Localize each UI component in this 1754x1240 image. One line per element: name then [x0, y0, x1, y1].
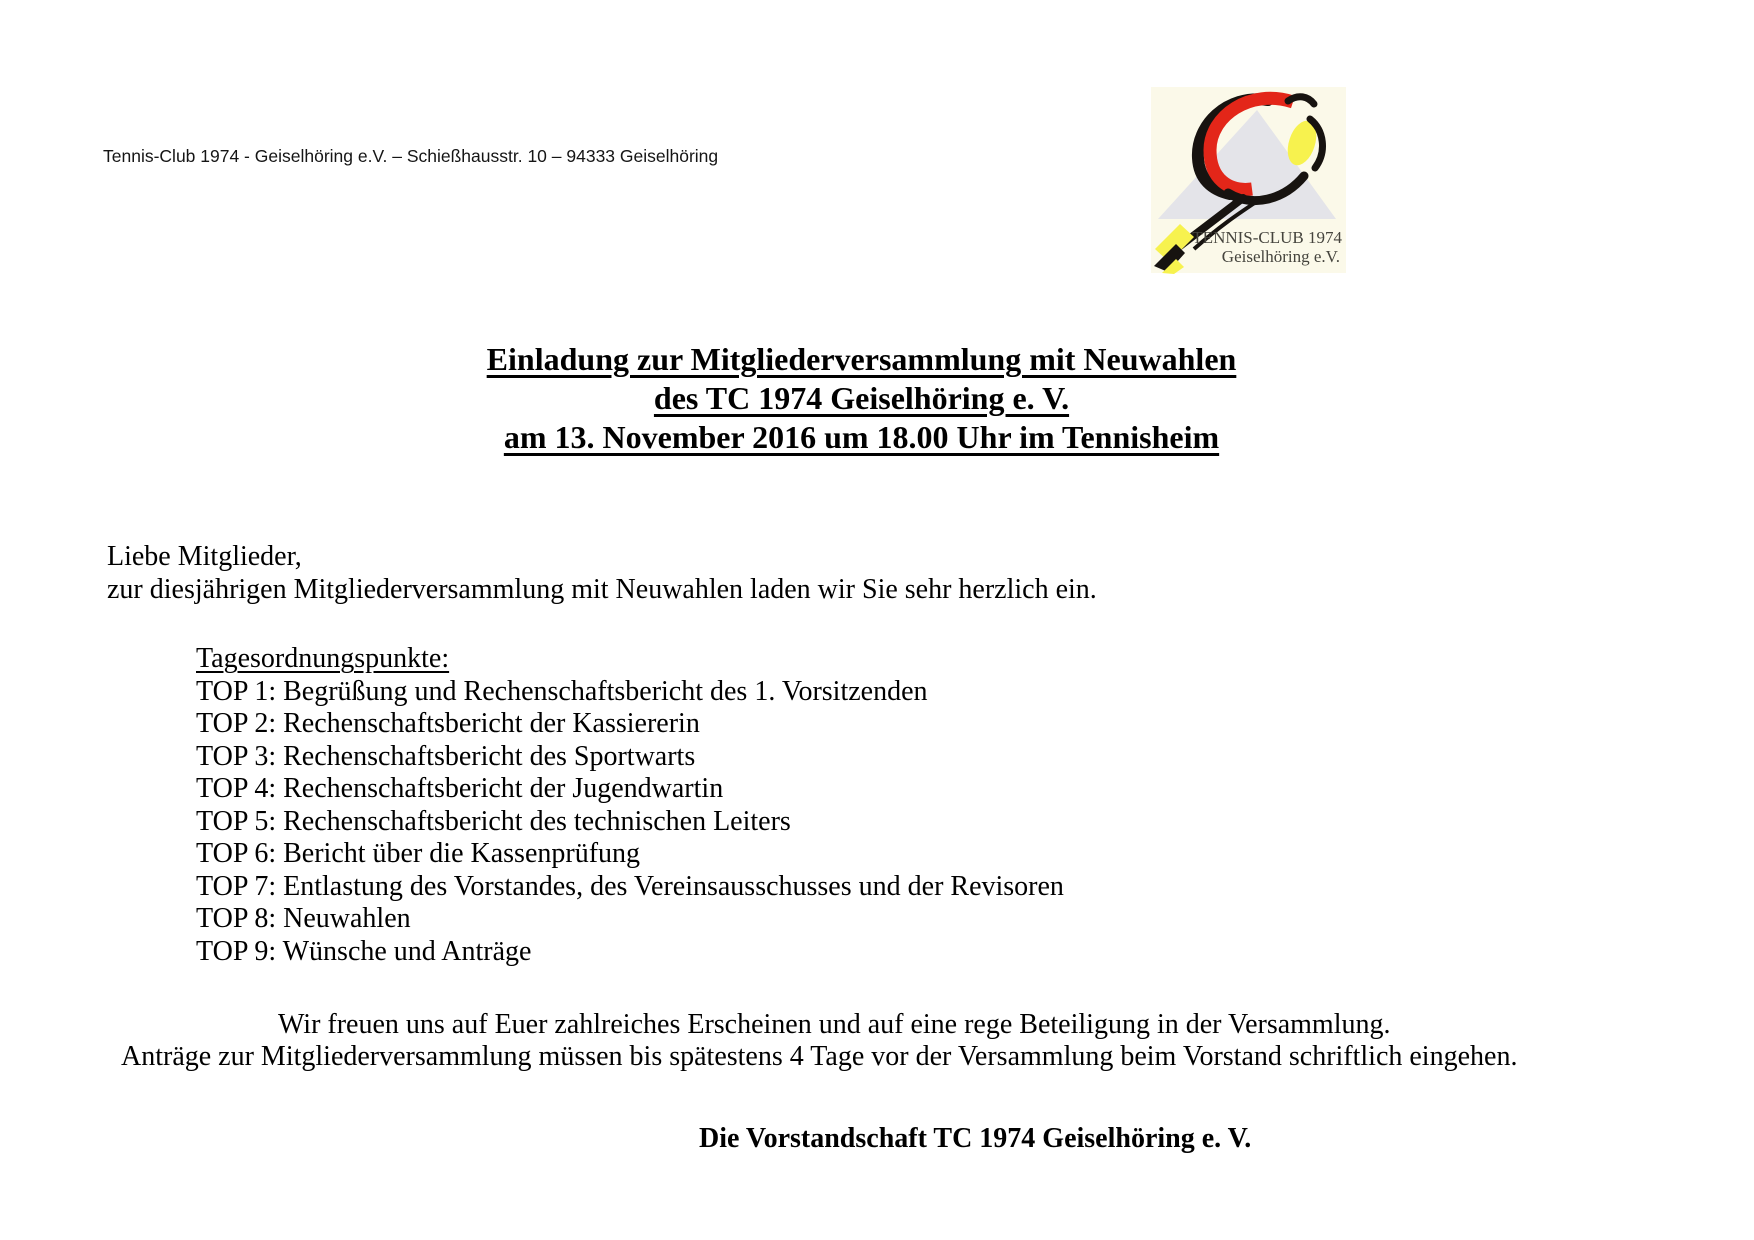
logo-club-city: Geiselhöring e.V. — [1221, 247, 1340, 266]
closing-line-1: Wir freuen uns auf Euer zahlreiches Erscheinen und auf eine rege Beteiligung in der Versammlung. — [278, 1009, 1391, 1040]
agenda-item-6: TOP 6: Bericht über die Kassenprüfung — [196, 838, 641, 869]
logo-club-name: TENNIS-CLUB 1974 — [1192, 228, 1342, 247]
agenda-list — [196, 643, 1064, 968]
agenda-item-1: TOP 1: Begrüßung und Rechenschaftsbericht des 1. Vorsitzenden — [196, 675, 928, 707]
agenda-heading: Tagesordnungspunkte: — [196, 643, 450, 674]
title-line-3: am 13. November 2016 um 18.00 Uhr im Tennisheim — [503, 419, 1220, 455]
agenda-item-4: TOP 4: Rechenschaftsbericht der Jugendwartin — [196, 773, 724, 804]
document-title — [0, 340, 1723, 457]
sender-address-line: Tennis-Club 1974 - Geiselhöring e.V. – Schießhausstr. 10 – 94333 Geiselhöring — [103, 146, 719, 166]
club-logo — [1150, 86, 1348, 274]
signature-line: Die Vorstandschaft TC 1974 Geiselhöring e. V. — [699, 1123, 1252, 1154]
tennis-club-logo-icon — [1150, 86, 1348, 274]
closing-line-2: Anträge zur Mitgliederversammlung müssen bis spätestens 4 Tage vor der Versammlung beim Vorstand schriftlich eingehen. — [121, 1041, 1518, 1072]
agenda-item-2: TOP 2: Rechenschaftsbericht der Kassiererin — [196, 708, 700, 739]
title-line-1: Einladung zur Mitgliederversammlung mit Neuwahlen — [486, 341, 1237, 377]
greeting-line-1: Liebe Mitglieder, — [107, 541, 302, 572]
greeting-line-2: zur diesjährigen Mitgliederversammlung mit Neuwahlen laden wir Sie sehr herzlich ein. — [107, 573, 1097, 605]
agenda-item-7: TOP 7: Entlastung des Vorstandes, des Vereinsausschusses und der Revisoren — [196, 870, 1064, 902]
title-line-2: des TC 1974 Geiselhöring e. V. — [653, 380, 1070, 416]
agenda-item-8: TOP 8: Neuwahlen — [196, 903, 411, 934]
agenda-item-5: TOP 5: Rechenschaftsbericht des technischen Leiters — [196, 805, 791, 837]
greeting-paragraph — [107, 541, 1097, 606]
agenda-item-3: TOP 3: Rechenschaftsbericht des Sportwarts — [196, 740, 696, 772]
agenda-item-9: TOP 9: Wünsche und Anträge — [196, 935, 532, 967]
